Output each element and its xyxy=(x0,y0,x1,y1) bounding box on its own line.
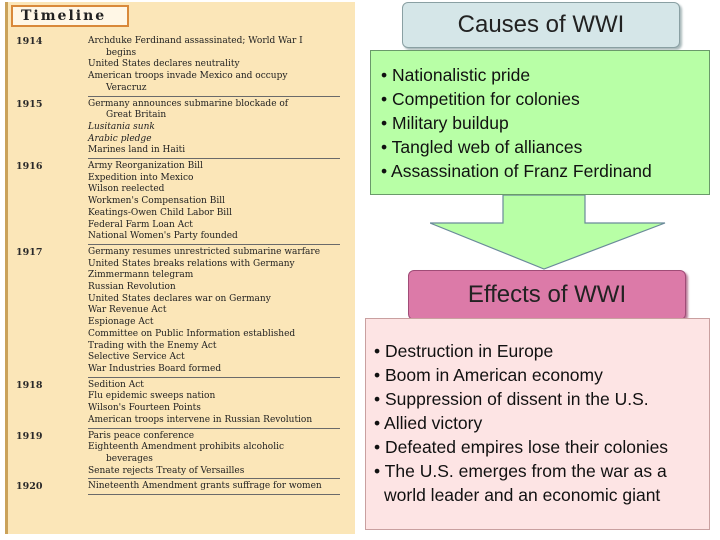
causes-list xyxy=(370,50,710,195)
effect-item: • Boom in American economy xyxy=(374,365,603,385)
timeline-event: Flu epidemic sweeps nation xyxy=(88,391,216,402)
timeline-year-row xyxy=(8,99,355,162)
timeline-event: Committee on Public Information established xyxy=(88,328,296,339)
cause-item: • Military buildup xyxy=(381,113,509,133)
timeline-year: 1914 xyxy=(16,36,43,47)
timeline-panel xyxy=(5,2,355,534)
timeline-event: Nineteenth Amendment grants suffrage for women xyxy=(88,481,322,492)
timeline-year-row xyxy=(8,161,355,247)
timeline-event: Selective Service Act xyxy=(88,352,185,363)
timeline-rows xyxy=(8,36,355,497)
timeline-event: Archduke Ferdinand assassinated; World War I xyxy=(88,36,303,46)
effect-item: • Destruction in Europe xyxy=(374,341,554,361)
timeline-event: United States declares war on Germany xyxy=(88,293,271,304)
timeline-event: Russian Revolution xyxy=(88,282,176,293)
timeline-event: Workmen's Compensation Bill xyxy=(88,196,225,207)
timeline-events xyxy=(88,99,340,160)
timeline-event: Wilson reelected xyxy=(88,184,165,195)
timeline-event: Germany resumes unrestricted submarine warfare xyxy=(88,246,321,257)
timeline-year: 1919 xyxy=(16,430,43,442)
timeline-event: American troops intervene in Russian Revolution xyxy=(88,414,313,425)
timeline-year: 1916 xyxy=(16,161,43,173)
cause-item: • Assassination of Franz Ferdinand xyxy=(381,161,652,181)
timeline-year-row xyxy=(8,380,355,431)
timeline-year: 1920 xyxy=(16,481,43,493)
timeline-event: Army Reorganization Bill xyxy=(88,161,203,172)
effect-item-continuation: world leader and an economic giant xyxy=(384,485,661,505)
cause-item: • Nationalistic pride xyxy=(381,65,531,85)
timeline-event: War Industries Board formed xyxy=(88,363,222,374)
effects-header: Effects of WWI xyxy=(408,270,686,320)
timeline-event: Paris peace conference xyxy=(88,430,195,441)
timeline-events xyxy=(88,380,340,429)
cause-item: • Competition for colonies xyxy=(381,89,580,109)
timeline-year: 1915 xyxy=(16,98,43,110)
effect-item: • Allied victory xyxy=(374,413,483,433)
timeline-event: begins xyxy=(106,47,137,58)
timeline-year: 1917 xyxy=(16,246,43,258)
timeline-event: Keatings-Owen Child Labor Bill xyxy=(88,207,232,218)
timeline-event: Germany announces submarine blockade of xyxy=(88,98,289,109)
timeline-event: beverages xyxy=(106,453,153,464)
timeline-event: Trading with the Enemy Act xyxy=(88,340,217,351)
timeline-year: 1918 xyxy=(16,379,43,391)
timeline-event: Espionage Act xyxy=(88,317,154,328)
timeline-event: United States declares neutrality xyxy=(88,59,240,70)
timeline-event: National Women's Party founded xyxy=(88,231,238,242)
timeline-event: War Revenue Act xyxy=(88,305,167,316)
timeline-event: Expedition into Mexico xyxy=(88,172,194,183)
effect-item: • Defeated empires lose their colonies xyxy=(374,437,669,457)
effect-item: • Suppression of dissent in the U.S. xyxy=(374,389,649,409)
timeline-events xyxy=(88,481,340,495)
timeline-year-row xyxy=(8,431,355,482)
timeline-event: Eighteenth Amendment prohibits alcoholic xyxy=(88,442,285,453)
timeline-year-row xyxy=(8,481,355,497)
timeline-year-row xyxy=(8,36,355,99)
timeline-events xyxy=(88,36,340,97)
timeline-title: Timeline xyxy=(11,5,129,27)
down-arrow-icon xyxy=(430,195,670,271)
timeline-event: Sedition Act xyxy=(88,379,144,390)
timeline-event: Veracruz xyxy=(106,82,147,93)
effect-item: • The U.S. emerges from the war as a xyxy=(374,461,667,481)
timeline-event: Marines land in Haiti xyxy=(88,145,186,156)
timeline-year-row xyxy=(8,247,355,380)
timeline-event: Senate rejects Treaty of Versailles xyxy=(88,465,245,476)
timeline-event: Federal Farm Loan Act xyxy=(88,219,193,230)
timeline-event: American troops invade Mexico and occupy xyxy=(88,71,288,82)
timeline-event: United States breaks relations with Germany xyxy=(88,258,295,269)
timeline-events xyxy=(88,431,340,480)
timeline-events xyxy=(88,247,340,378)
timeline-event: Lusitania sunk xyxy=(88,121,155,132)
timeline-event: Wilson's Fourteen Points xyxy=(88,403,201,414)
causes-header: Causes of WWI xyxy=(402,2,680,48)
timeline-event: Zimmermann telegram xyxy=(88,270,194,281)
cause-item: • Tangled web of alliances xyxy=(381,137,583,157)
timeline-event: Arabic pledge xyxy=(88,133,152,144)
timeline-event: Great Britain xyxy=(106,110,167,121)
timeline-events xyxy=(88,161,340,245)
effects-list xyxy=(365,318,710,530)
